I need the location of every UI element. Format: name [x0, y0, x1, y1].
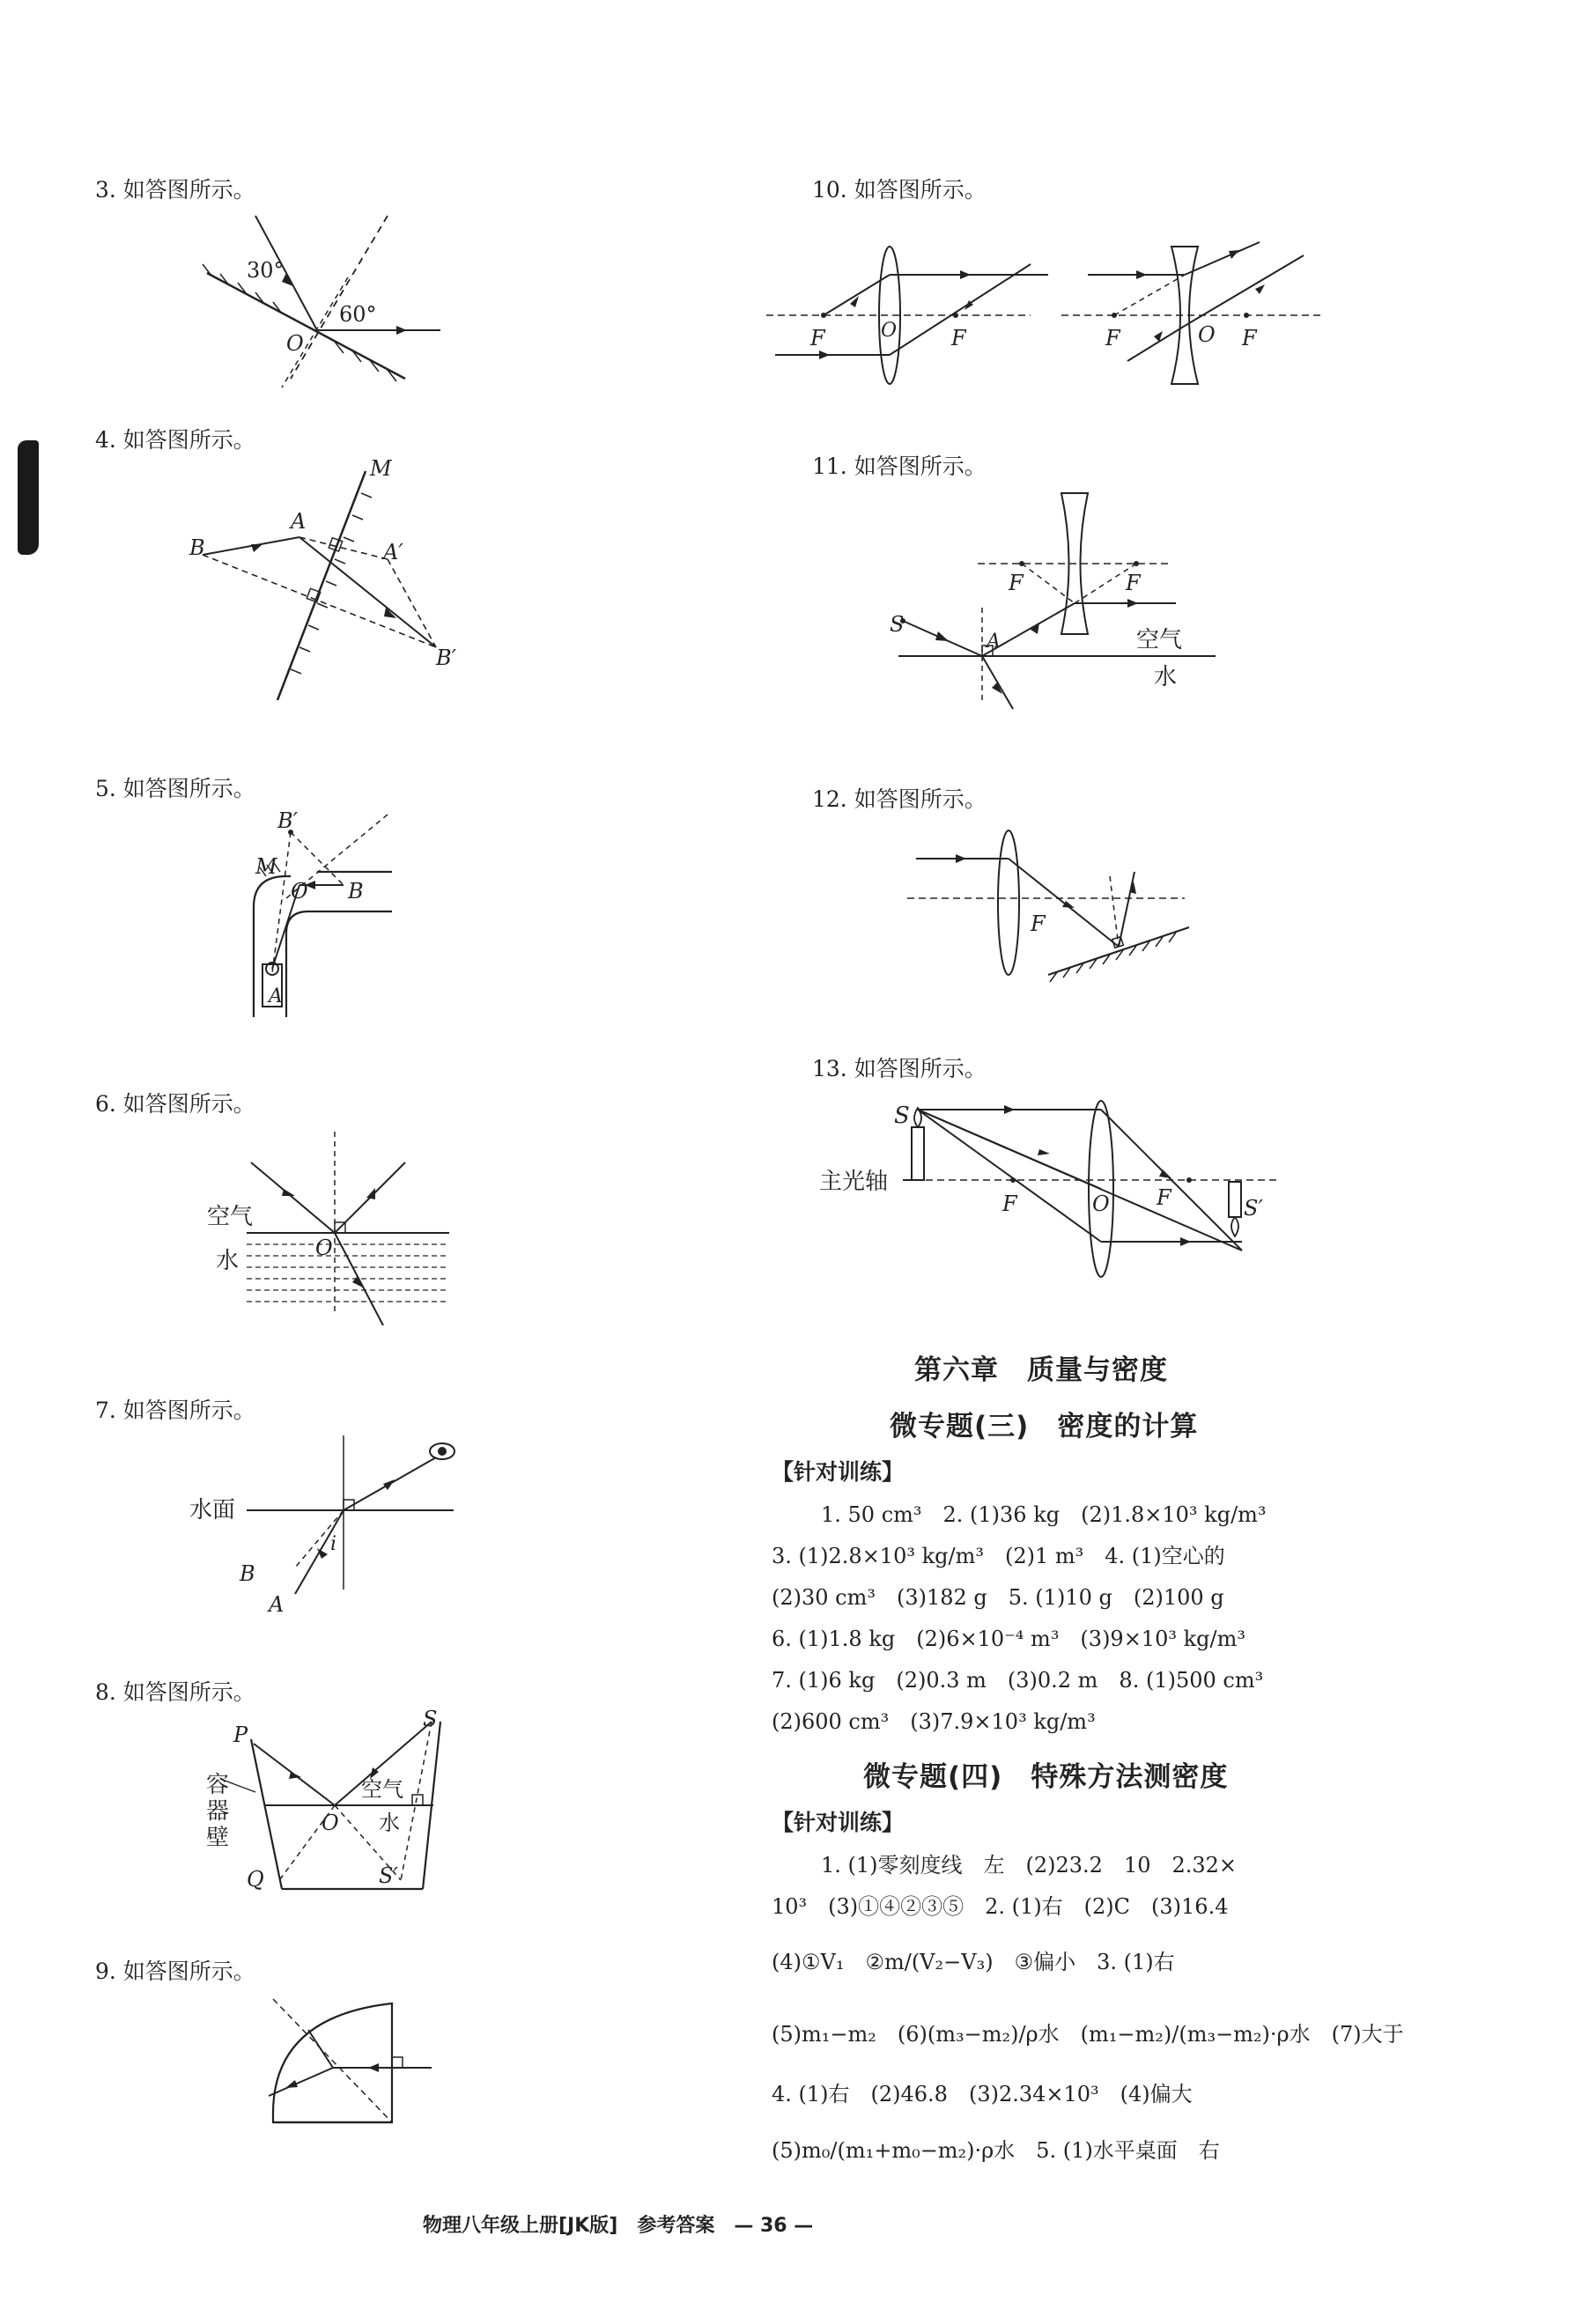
svg-text:水: 水 — [216, 1248, 240, 1274]
svg-text:空气: 空气 — [1136, 627, 1183, 653]
answer-line: (2)30 cm³ (3)182 g 5. (1)10 g (2)100 g — [772, 1585, 1224, 1610]
answer-line: (2)600 cm³ (3)7.9×10³ kg/m³ — [772, 1709, 1096, 1734]
answer-line: (5)m₁−m₂ (6)(m₃−m₂)/ρ水 (m₁−m₂)/(m₃−m₂)·ρ水 (7)大于 — [772, 2022, 1404, 2047]
svg-text:M: M — [255, 854, 277, 879]
svg-text:B′: B′ — [277, 808, 299, 833]
svg-text:F: F — [1126, 571, 1141, 595]
svg-text:i: i — [330, 1533, 337, 1555]
training-tag-3: 【针对训练】 — [772, 1459, 905, 1485]
figure-q3-reflection-refraction — [194, 211, 458, 387]
svg-text:A: A — [269, 985, 283, 1007]
svg-text:B′: B′ — [436, 646, 457, 670]
svg-text:A: A — [269, 1592, 285, 1617]
svg-text:Q: Q — [247, 1867, 264, 1892]
svg-text:F: F — [951, 326, 966, 350]
svg-text:主光轴: 主光轴 — [819, 1169, 889, 1195]
svg-text:S: S — [894, 1103, 910, 1129]
svg-text:S: S — [423, 1707, 438, 1731]
answer-line: (4)①V₁ ②m/(V₂−V₃) ③偏小 3. (1)右 — [772, 1950, 1175, 1974]
answer-line: 6. (1)1.8 kg (2)6×10⁻⁴ m³ (3)9×10³ kg/m³ — [772, 1627, 1245, 1651]
figure-q4-plane-mirror — [185, 458, 467, 705]
figure-q6-air-water — [203, 1127, 467, 1339]
svg-text:O: O — [291, 879, 308, 904]
container-wall-label: 容器壁 — [206, 1772, 230, 1851]
answer-line: 1. 50 cm³ 2. (1)36 kg (2)1.8×10³ kg/m³ — [821, 1502, 1267, 1527]
figure-q10-lenses — [766, 238, 1321, 387]
svg-text:S′: S′ — [1244, 1196, 1263, 1221]
question-4-label: 4. 如答图所示。 — [95, 427, 255, 453]
svg-text:O: O — [321, 1811, 339, 1835]
figure-q7-eye-water — [185, 1427, 467, 1620]
svg-text:S: S — [890, 612, 905, 637]
svg-text:B: B — [240, 1561, 255, 1586]
svg-text:B: B — [348, 879, 364, 904]
question-13-label: 13. 如答图所示。 — [812, 1056, 987, 1081]
svg-text:30°: 30° — [247, 258, 285, 283]
answer-line: 1. (1)零刻度线 左 (2)23.2 10 2.32× — [821, 1853, 1238, 1878]
svg-text:F: F — [1105, 326, 1120, 350]
svg-text:F: F — [1242, 326, 1257, 350]
answer-line: 10³ (3)①④②③⑤ 2. (1)右 (2)C (3)16.4 — [772, 1894, 1229, 1919]
figure-q8-container — [203, 1708, 467, 1902]
question-9-label: 9. 如答图所示。 — [95, 1959, 255, 1984]
scan-artifact — [18, 440, 39, 555]
svg-text:F: F — [1009, 571, 1024, 595]
answer-line: 7. (1)6 kg (2)0.3 m (3)0.2 m 8. (1)500 cm³ — [772, 1668, 1264, 1693]
svg-text:水面: 水面 — [189, 1497, 236, 1524]
svg-text:O: O — [881, 320, 898, 342]
training-tag-4: 【针对训练】 — [772, 1810, 905, 1835]
question-12-label: 12. 如答图所示。 — [812, 786, 987, 812]
question-7-label: 7. 如答图所示。 — [95, 1398, 255, 1423]
question-11-label: 11. 如答图所示。 — [812, 454, 987, 479]
svg-text:水: 水 — [379, 1811, 400, 1835]
figure-q12-convex-mirror — [907, 823, 1198, 982]
svg-text:M: M — [370, 456, 392, 481]
chapter-title: 第六章 质量与密度 — [914, 1354, 1168, 1386]
question-10-label: 10. 如答图所示。 — [812, 177, 987, 203]
svg-text:A′: A′ — [383, 540, 403, 564]
svg-text:O: O — [1092, 1192, 1110, 1216]
topic-3-title: 微专题(三) 密度的计算 — [890, 1411, 1199, 1442]
svg-text:F: F — [1031, 911, 1046, 936]
svg-text:F: F — [1157, 1185, 1171, 1210]
svg-text:水: 水 — [1154, 664, 1178, 690]
svg-text:P: P — [233, 1723, 248, 1747]
svg-text:A: A — [987, 631, 1001, 653]
svg-text:空气: 空气 — [207, 1204, 254, 1230]
svg-text:F: F — [1002, 1192, 1017, 1216]
question-6-label: 6. 如答图所示。 — [95, 1091, 255, 1117]
question-3-label: 3. 如答图所示。 — [95, 177, 255, 203]
svg-text:S′: S′ — [379, 1863, 398, 1888]
svg-text:O: O — [1198, 322, 1216, 347]
svg-text:空气: 空气 — [361, 1777, 403, 1802]
svg-text:60°: 60° — [339, 302, 377, 327]
question-5-label: 5. 如答图所示。 — [95, 776, 255, 801]
figure-q5-corner-mirror — [238, 810, 414, 1022]
svg-text:A: A — [291, 509, 307, 534]
question-8-label: 8. 如答图所示。 — [95, 1679, 255, 1705]
answer-line: (5)m₀/(m₁+m₀−m₂)·ρ水 5. (1)水平桌面 右 — [772, 2138, 1220, 2163]
figure-q9-semicircle-glass — [247, 1981, 449, 2140]
svg-text:O: O — [286, 331, 304, 356]
page-footer: 物理八年级上册[JK版] 参考答案 — 36 — — [423, 2215, 814, 2237]
topic-4-title: 微专题(四) 特殊方法测密度 — [863, 1761, 1229, 1793]
svg-text:O: O — [315, 1236, 333, 1260]
answer-line: 3. (1)2.8×10³ kg/m³ (2)1 m³ 4. (1)空心的 — [772, 1544, 1225, 1568]
svg-text:F: F — [810, 326, 825, 350]
answer-line: 4. (1)右 (2)46.8 (3)2.34×10³ (4)偏大 — [772, 2082, 1193, 2106]
svg-text:B: B — [189, 535, 205, 560]
figure-q11-concave-water — [890, 489, 1224, 709]
figure-q13-candle-image — [819, 1092, 1295, 1286]
